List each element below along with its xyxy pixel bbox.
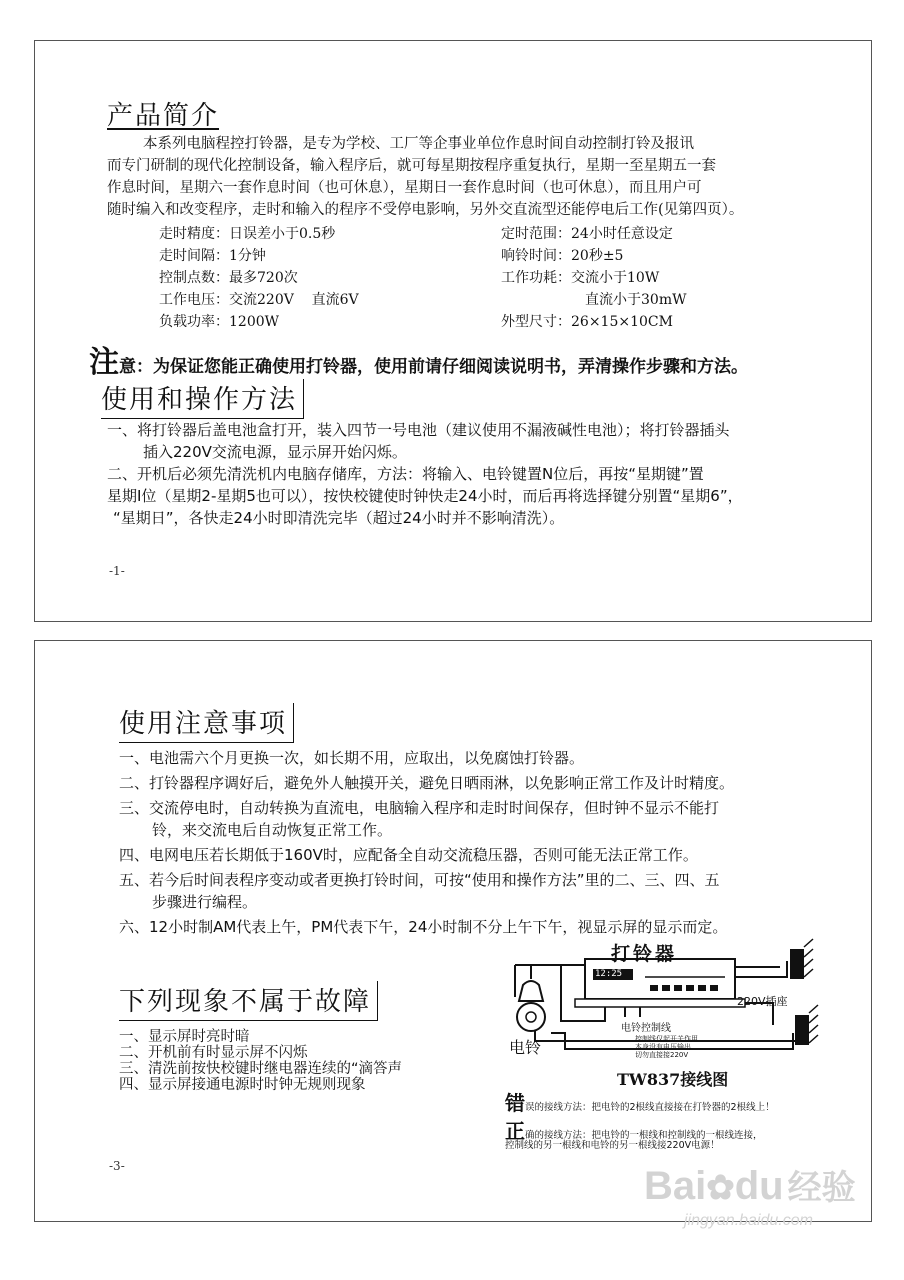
spec-power-dc: 直流小于30mW bbox=[585, 292, 687, 308]
product-intro-title: 产品简介 bbox=[107, 101, 220, 131]
socket-top bbox=[790, 939, 813, 979]
control-line-label: 电铃控制线 bbox=[621, 1023, 671, 1034]
non-fault-4: 四、显示屏接通电源时时钟无规则现象 bbox=[119, 1077, 366, 1093]
bell-icon bbox=[517, 981, 545, 1031]
usage-title: 使用和操作方法 bbox=[101, 379, 304, 419]
spec-range: 定时范围：24小时任意设定 bbox=[501, 226, 673, 242]
spec-interval: 走时间隔：1分钟 bbox=[159, 248, 266, 264]
diagram-note-2: 本身没有电压输出 bbox=[635, 1043, 691, 1051]
right-char: 正 bbox=[505, 1119, 525, 1143]
intro-line-1: 本系列电脑程控打铃器，是专为学校、工厂等企事业单位作息时间自动控制打铃及报讯 bbox=[143, 136, 694, 152]
precaution-4: 四、电网电压若长期低于160V时，应配备全自动交流稳压器，否则可能无法正常工作。 bbox=[119, 846, 698, 864]
watermark-brand-2: du bbox=[734, 1164, 784, 1208]
precaution-3-cont: 铃，来交流电后自动恢复正常工作。 bbox=[152, 821, 393, 839]
usage-step-1-cont: 插入220V交流电源，显示屏开始闪烁。 bbox=[143, 443, 407, 461]
wrong-char: 错 bbox=[505, 1091, 525, 1115]
page-number-1: -1- bbox=[109, 564, 125, 578]
non-fault-2: 二、开机前有时显示屏不闪烁 bbox=[119, 1045, 308, 1061]
watermark-brand-1: Bai bbox=[644, 1164, 707, 1208]
socket-label: 220V插座 bbox=[737, 995, 788, 1008]
precautions-title: 使用注意事项 bbox=[119, 703, 294, 743]
precaution-1: 一、电池需六个月更换一次，如长期不用，应取出，以免腐蚀打铃器。 bbox=[119, 749, 585, 767]
spec-size: 外型尺寸：26×15×10CM bbox=[501, 314, 673, 330]
precaution-3: 三、交流停电时，自动转换为直流电，电脑输入程序和走时时间保存，但时钟不显示不能打 bbox=[119, 799, 720, 817]
non-fault-1: 一、显示屏时亮时暗 bbox=[119, 1029, 250, 1045]
page-number-3: -3- bbox=[109, 1159, 125, 1173]
spec-control-points: 控制点数：最多720次 bbox=[159, 270, 298, 286]
diagram-note-1: 控制线仅起开关作用 bbox=[635, 1035, 698, 1043]
non-fault-title: 下列现象不属于故障 bbox=[119, 981, 378, 1021]
watermark-url: jingyan.baidu.com bbox=[684, 1212, 813, 1229]
attention-note-big-char: 注 bbox=[89, 345, 119, 380]
right-text-2: 控制线的另一根线和电铃的另一根线接220V电源！ bbox=[505, 1140, 720, 1151]
wrong-text: 误的接线方法：把电铃的2根线直接接在打铃器的2根线上！ bbox=[525, 1102, 775, 1113]
spec-power: 工作功耗：交流小于10W bbox=[501, 270, 660, 286]
non-fault-3: 三、清洗前按快校键时继电器连续的“滴答声 bbox=[119, 1061, 403, 1077]
watermark-logo bbox=[644, 1160, 856, 1209]
spec-voltage: 工作电压：交流220V 直流6V bbox=[159, 292, 359, 308]
precaution-2: 二、打铃器程序调好后，避免外人触摸开关，避免日晒雨淋，以免影响正常工作及计时精度。 bbox=[119, 774, 735, 792]
socket-bottom bbox=[795, 1005, 818, 1045]
wrong-wiring-note bbox=[505, 1087, 775, 1116]
device-display-time: 12:25 bbox=[595, 969, 623, 979]
precaution-5-cont: 步骤进行编程。 bbox=[152, 893, 258, 911]
device-label: 打铃器 bbox=[611, 943, 678, 965]
spec-load: 负载功率：1200W bbox=[159, 314, 280, 330]
watermark-brand-cn: 经验 bbox=[787, 1169, 856, 1207]
bell-label: 电铃 bbox=[509, 1038, 542, 1057]
usage-step-2: 二、开机后必须先清洗机内电脑存储库，方法：将输入、电铃键置N位后，再按“星期键”置 bbox=[107, 465, 704, 483]
diagram-note-3: 切勿直接接220V bbox=[635, 1051, 689, 1059]
intro-line-4: 随时编入和改变程序，走时和输入的程序不受停电影响，另外交直流型还能停电后工作(见第四页）。 bbox=[107, 202, 744, 218]
device-base bbox=[575, 999, 745, 1007]
attention-note bbox=[89, 337, 748, 381]
usage-step-1: 一、将打铃器后盖电池盒打开，装入四节一号电池（建议使用不漏液碱性电池）；将打铃器插头 bbox=[107, 421, 730, 439]
intro-line-3: 作息时间，星期六一套作息时间（也可休息），星期日一套作息时间（也可休息），而且用户可 bbox=[107, 180, 702, 196]
spec-ring-time: 响铃时间：20秒±5 bbox=[501, 248, 624, 264]
right-text-1: 确的接线方法：把电铃的一根线和控制线的一根线连接， bbox=[525, 1130, 763, 1141]
usage-step-2-cont-2: “星期日”，各快走24小时即清洗完毕（超过24小时并不影响清洗）。 bbox=[113, 509, 565, 527]
precaution-6: 六、12小时制AM代表上午，PM代表下午，24小时制不分上午下午，视显示屏的显示而定。 bbox=[119, 918, 728, 936]
precaution-5: 五、若今后时间表程序变动或者更换打铃时间，可按“使用和操作方法”里的二、三、四、五 bbox=[119, 871, 720, 889]
diagram-caption: TW837接线图 bbox=[617, 1070, 729, 1089]
usage-step-2-cont-1: 星期I位（星期2-星期5也可以），按快校键使时钟快走24小时，而后再将选择键分别置“星期6”， bbox=[107, 487, 743, 505]
attention-note-text: 意：为保证您能正确使用打铃器，使用前请仔细阅读说明书，弄清操作步骤和方法。 bbox=[119, 357, 748, 377]
manual-page-1 bbox=[34, 40, 872, 622]
spec-accuracy: 走时精度：日误差小于0.5秒 bbox=[159, 226, 336, 242]
paw-icon: ✿ bbox=[706, 1169, 735, 1207]
manual-page-3 bbox=[34, 640, 872, 1222]
intro-line-2: 而专门研制的现代化控制设备，输入程序后，就可每星期按程序重复执行，星期一至星期五一套 bbox=[107, 158, 716, 174]
